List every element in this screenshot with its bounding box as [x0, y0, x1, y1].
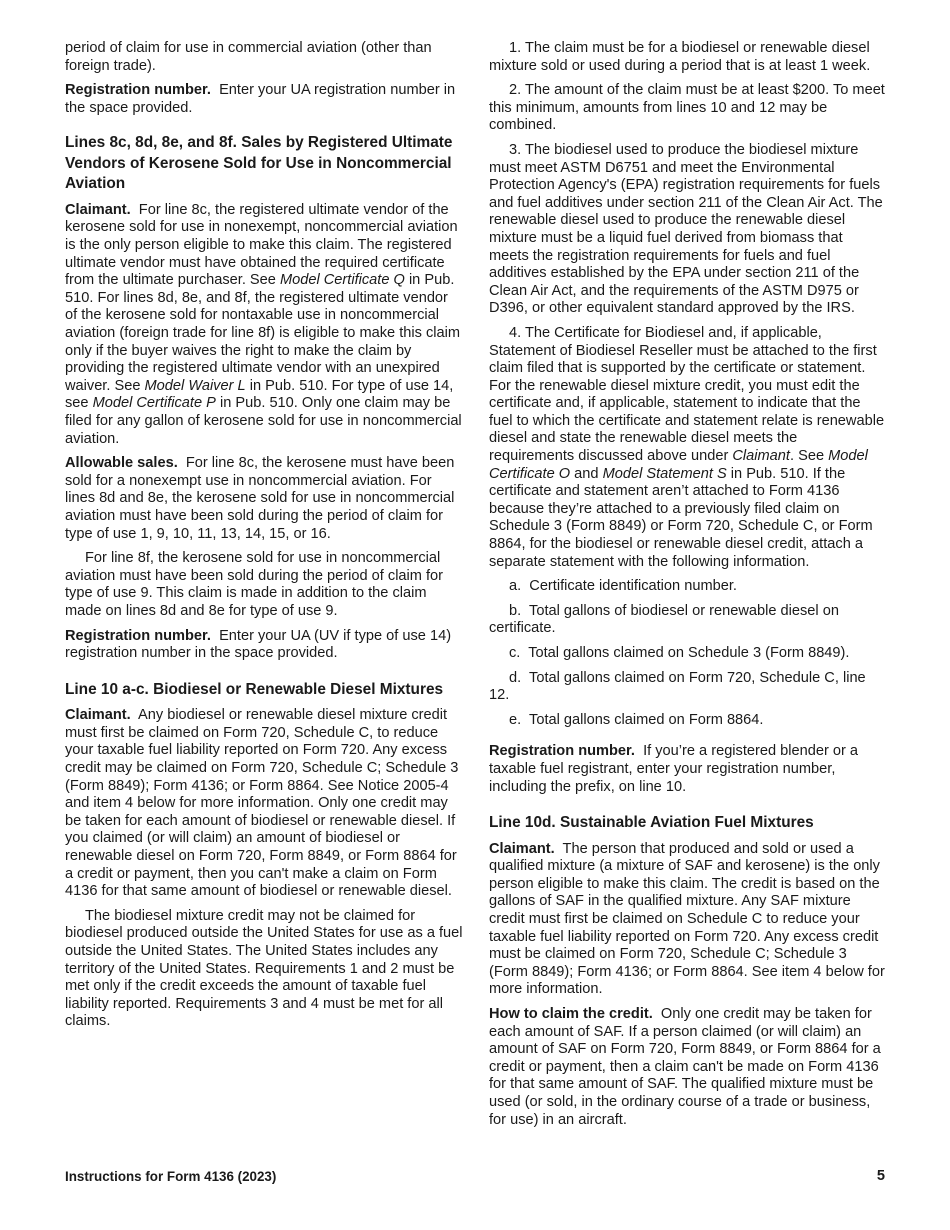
section-heading-lines-8: Lines 8c, 8d, 8e, and 8f. Sales by Registered Ultimate Vendors of Kerosene Sold for Use in Noncommercial Aviation	[65, 134, 453, 193]
biodiesel-paragraph: The biodiesel mixture credit may not be claimed for biodiesel produced outside the United States for use as a fuel outside the United States. The United States includes any territory of the United States. Requirements 1 and 2 must be met only if the credit exceeds the amount of taxable fuel liability reported. Requirements 3 and 4 must be met for all claims.	[65, 907, 463, 1030]
paragraph-text: If you’re a registered blender or a taxable fuel registrant, enter your registration number, including the prefix, on line 10.	[489, 743, 859, 795]
run-in-heading: Registration number.	[65, 627, 211, 644]
sub-item-letter: d.	[509, 669, 522, 686]
italic-reference: Claimant	[732, 448, 790, 465]
section-heading-line-10: Line 10 a-c. Biodiesel or Renewable Diesel Mixtures	[65, 680, 444, 698]
italic-reference: Model Certificate Q	[279, 272, 405, 289]
run-in-heading: Claimant.	[65, 201, 131, 218]
claimant-paragraph	[65, 202, 463, 448]
paragraph-text: in Pub. 510. For type of use 14, see	[65, 377, 454, 412]
line-8f-paragraph: For line 8f, the kerosene sold for use in noncommercial aviation must have been sold during the period of claim for type of use 9. This claim is made in addition to the claim made on lines 8d and 8e for type of use 9.	[65, 550, 444, 619]
italic-reference: Model Waiver L	[144, 377, 246, 394]
run-in-heading: Claimant.	[65, 707, 131, 724]
sub-item-b	[489, 603, 885, 638]
sub-item-letter: c.	[509, 645, 521, 661]
italic-reference: Model Certificate P	[92, 395, 216, 412]
requirement-item-1: 1. The claim must be for a biodiesel or renewable diesel mixture sold or used during a period that is at least 1 week.	[489, 40, 871, 74]
allowable-sales-paragraph	[65, 455, 463, 543]
registration-number-paragraph	[65, 82, 463, 117]
requirement-item-4	[489, 325, 885, 571]
paragraph-text: For line 8c, the kerosene must have been sold for a nonexempt use in noncommercial aviation. For lines 8d and 8e, the kerosene sold for use in noncommercial aviation must have been sold during the period of claim for type of use 1, 9, 10, 11, 13, 14, 15, or 16.	[65, 455, 455, 542]
italic-reference: Model Statement S	[602, 465, 727, 482]
paragraph-text: in Pub. 510. If the certificate and statement aren’t attached to Form 4136 because they’re attached to a previously filed claim on Schedule 3 (Form 8849) or Form 720, Schedule C, or Form 8864, for the biodiesel or renewable diesel credit, attach a separate statement with the following information.	[489, 465, 873, 570]
paragraph-text: Enter your UA (UV if type of use 14) registration number in the space provided.	[65, 627, 452, 662]
left-column	[65, 40, 463, 1038]
run-in-heading: How to claim the credit.	[489, 1006, 653, 1022]
page-footer	[65, 1168, 885, 1186]
paragraph-text: Enter your UA registration number in the space provided.	[65, 82, 456, 116]
page-number: 5	[876, 1168, 885, 1184]
run-in-heading: Claimant.	[489, 840, 555, 857]
sub-item-text: Certificate identification number.	[529, 578, 737, 595]
paragraph-text: and	[574, 465, 599, 482]
section-heading-line-10d: Line 10d. Sustainable Aviation Fuel Mixtures	[489, 814, 814, 832]
run-in-heading: Registration number.	[65, 82, 211, 99]
claimant-paragraph	[489, 841, 885, 999]
how-to-claim-paragraph	[489, 1006, 885, 1129]
sub-item-text: Total gallons claimed on Form 8864.	[529, 711, 764, 728]
sub-item-d	[489, 670, 885, 705]
paragraph-text: For line 8c, the registered ultimate vendor of the kerosene sold for use in nonexempt, noncommercial aviation is the only person eligible to make this claim. The registered ultimate vendor must have obtained the required certificate from the ultimate purchaser. See	[65, 201, 458, 289]
sub-item-text: Total gallons claimed on Schedule 3 (Form 8849).	[528, 645, 850, 661]
italic-reference: Model Certificate O	[489, 448, 868, 482]
claimant-paragraph	[65, 707, 463, 901]
paragraph-text: Only one credit may be taken for each amount of SAF. If a person claimed (or will claim) an amount of SAF on Form 720, Form 8849, or Form 8864 for a credit or payment, then a claim can't be made on Form 4136 for that same amount of SAF. The qualified mixture must be used (or sold, in the ordinary course of a trade or business, for use) in an aircraft.	[489, 1006, 881, 1128]
footer-title: Instructions for Form 4136 (2023)	[65, 1169, 277, 1184]
registration-number-paragraph	[489, 743, 885, 796]
run-in-heading: Registration number.	[489, 743, 635, 760]
sub-item-letter: e.	[509, 711, 522, 728]
sub-item-a	[489, 578, 885, 596]
registration-number-paragraph	[65, 628, 463, 663]
paragraph-text: . See	[789, 448, 825, 465]
sub-item-letter: b.	[509, 602, 522, 619]
paragraph-text: The person that produced and sold or used a qualified mixture (a mixture of SAF and kerosene) is the only person eligible to make this claim. The credit is based on the gallons of SAF in the qualified mixture. Any SAF mixture credit must first be claimed on Schedule C to reduce your taxable fuel liability reported on Form 720. Any excess credit must be claimed on Form 720, Schedule C; Schedule 3 (Form 8849); Form 4136; or Form 8864. See item 4 below for more information.	[489, 840, 885, 998]
requirement-item-2: 2. The amount of the claim must be at least $200. To meet this minimum, amounts from lines 10 and 12 may be combined.	[489, 82, 885, 134]
sub-item-letter: a.	[509, 578, 522, 595]
paragraph-continuation: period of claim for use in commercial aviation (other than foreign trade).	[65, 40, 432, 74]
sub-item-text: Total gallons claimed on Form 720, Schedule C, line 12.	[489, 669, 866, 704]
paragraph-text: Any biodiesel or renewable diesel mixture credit must first be claimed on Form 720, Schedule C, to reduce your taxable fuel liability reported on Form 720. Any excess credit may be claimed on Form 720, Schedule C; Schedule 3 (Form 8849); Form 4136; or Form 8864. See Notice 2005-4 and item 4 below for more information. Only one credit may be taken for each amount of biodiesel or renewable diesel. If you claimed (or will claim) an amount of biodiesel or renewable diesel on Form 720, Form 8849, or Form 8864 for a credit or payment, then you can't make a claim on Form 4136 for that same amount of biodiesel or renewable diesel.	[65, 707, 459, 900]
paragraph-text: in Pub. 510. Only one claim may be filed for any gallon of kerosene sold for use in noncommercial aviation.	[65, 395, 462, 447]
sub-item-c	[489, 645, 885, 663]
sub-item-text: Total gallons of biodiesel or renewable diesel on certificate.	[489, 602, 839, 637]
paragraph-text: in Pub. 510. For lines 8d, 8e, and 8f, the registered ultimate vendor of the kerosene sold for nontaxable use in noncommercial aviation (foreign trade for line 8f) is eligible to make this claim only if the buyer waives the right to make the claim by providing the registered ultimate vendor with an unexpired waiver. See	[65, 272, 461, 394]
requirement-item-3: 3. The biodiesel used to produce the biodiesel mixture must meet ASTM D6751 and meet the Environmental Protection Agency's (EPA) registration requirements for fuels and fuel additives under section 211 of the Clean Air Act. The renewable diesel used to produce the renewable diesel mixture must be a liquid fuel derived from biomass that meets the registration requirements for fuels and fuel additives established by the EPA under section 211 of the Clean Air Act, and the requirements of the ASTM D975 or D396, or other equivalent standard approved by the IRS.	[489, 141, 883, 317]
paragraph-text: 4. The Certificate for Biodiesel and, if applicable, Statement of Biodiesel Reseller must be attached to the first claim filed that is supported by the certificate or statement. For the renewable diesel mixture credit, you must edit the certificate and, if applicable, statement to indicate that the fuel to which the certificate and statement relate is renewable diesel and state the renewable diesel meets the requirements discussed above under	[489, 324, 885, 465]
sub-item-e	[489, 712, 885, 730]
right-column	[489, 40, 885, 1136]
run-in-heading: Allowable sales.	[65, 455, 178, 472]
